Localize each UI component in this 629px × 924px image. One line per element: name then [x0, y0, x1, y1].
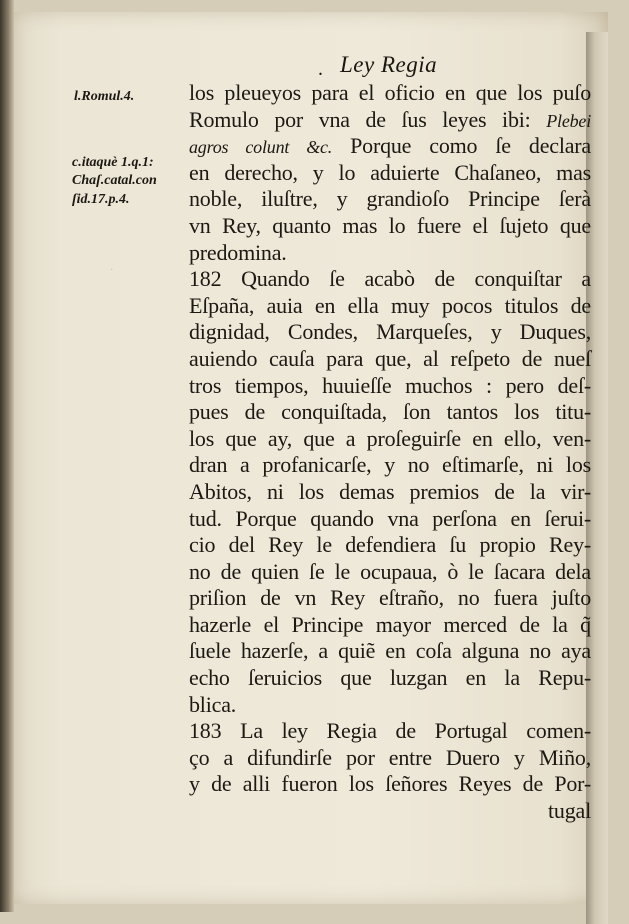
text-line: dran a profanicarſe, y no eſtimarſe, ni los	[189, 452, 591, 478]
running-header: Ley Regia	[340, 52, 438, 77]
text-line: agros colunt &c. Porque como ſe declara	[189, 133, 591, 159]
text-line: Romulo por vna de ſus leyes ibi: Plebei	[189, 106, 591, 132]
text-line: y de alli fueron los ſeñores Reyes de Por-	[189, 771, 591, 797]
text-line: pues de conquiſtada, ſon tantos los titu-	[189, 399, 591, 425]
text-line: priſion de vn Rey eſtraño, no fuera juſto	[189, 585, 591, 611]
book-spine-edge	[0, 0, 14, 912]
text-line: tros tiempos, huuieſſe muchos : pero deſ-	[189, 372, 591, 398]
margin-note-romul: l.Romul.4.	[74, 89, 135, 104]
text-line: los pleueyos para el oficio en que los puſo	[189, 80, 591, 105]
text-line: Eſpaña, auia en ella muy pocos titulos de	[189, 292, 591, 318]
text-line: ço a difundirſe por entre Duero y Miño,	[189, 744, 591, 770]
text-line: en derecho, y lo aduierte Chaſaneo, mas	[189, 159, 591, 185]
text-line: hazerle el Principe mayor merced de la q̃	[189, 611, 591, 637]
text-line: Abitos, ni los demas premios de la vir-	[189, 478, 591, 504]
margin-note-consid: ſid.17.p.4.	[72, 192, 130, 207]
text-line: ſuele hazerſe, a quiẽ en coſa alguna no aya	[189, 638, 591, 664]
text-line: tud. Porque quando vna perſona en ſerui-	[189, 505, 591, 531]
text-line: echo ſeruicios que luzgan en la Repu-	[189, 665, 591, 691]
text-line: vn Rey, quanto mas lo fuere el ſujeto que	[189, 212, 591, 238]
text-line: tugal	[548, 798, 591, 824]
margin-note-chas: Chaſ.catal.con	[72, 173, 157, 188]
text-line: auiendo cauſa para que, al reſpeto de nueſ	[189, 345, 591, 371]
body-text	[189, 80, 591, 825]
text-line: dignidad, Condes, Marqueſes, y Duques,	[189, 319, 591, 345]
text-line: los que ay, que a proſeguirſe en ello, ven-	[189, 425, 591, 451]
text-line: 183 La ley Regia de Portugal comen-	[189, 718, 591, 744]
margin-note-itaque: c.itaquè 1.q.1:	[72, 155, 154, 170]
text-line: predomina.	[189, 239, 287, 265]
text-line: no de quien ſe le ocupaua, ò le ſacara dela	[189, 558, 591, 584]
bleedthrough-mark: ·	[110, 262, 113, 276]
text-line: 182 Quando ſe acabò de conquiſtar a	[189, 266, 591, 292]
text-line: cio del Rey le defendiera ſu propio Rey-	[189, 532, 591, 558]
text-line: noble, iluſtre, y grandioſo Principe ſerà	[189, 186, 591, 212]
header-dot: .	[318, 58, 323, 80]
text-line: blica.	[189, 691, 237, 717]
